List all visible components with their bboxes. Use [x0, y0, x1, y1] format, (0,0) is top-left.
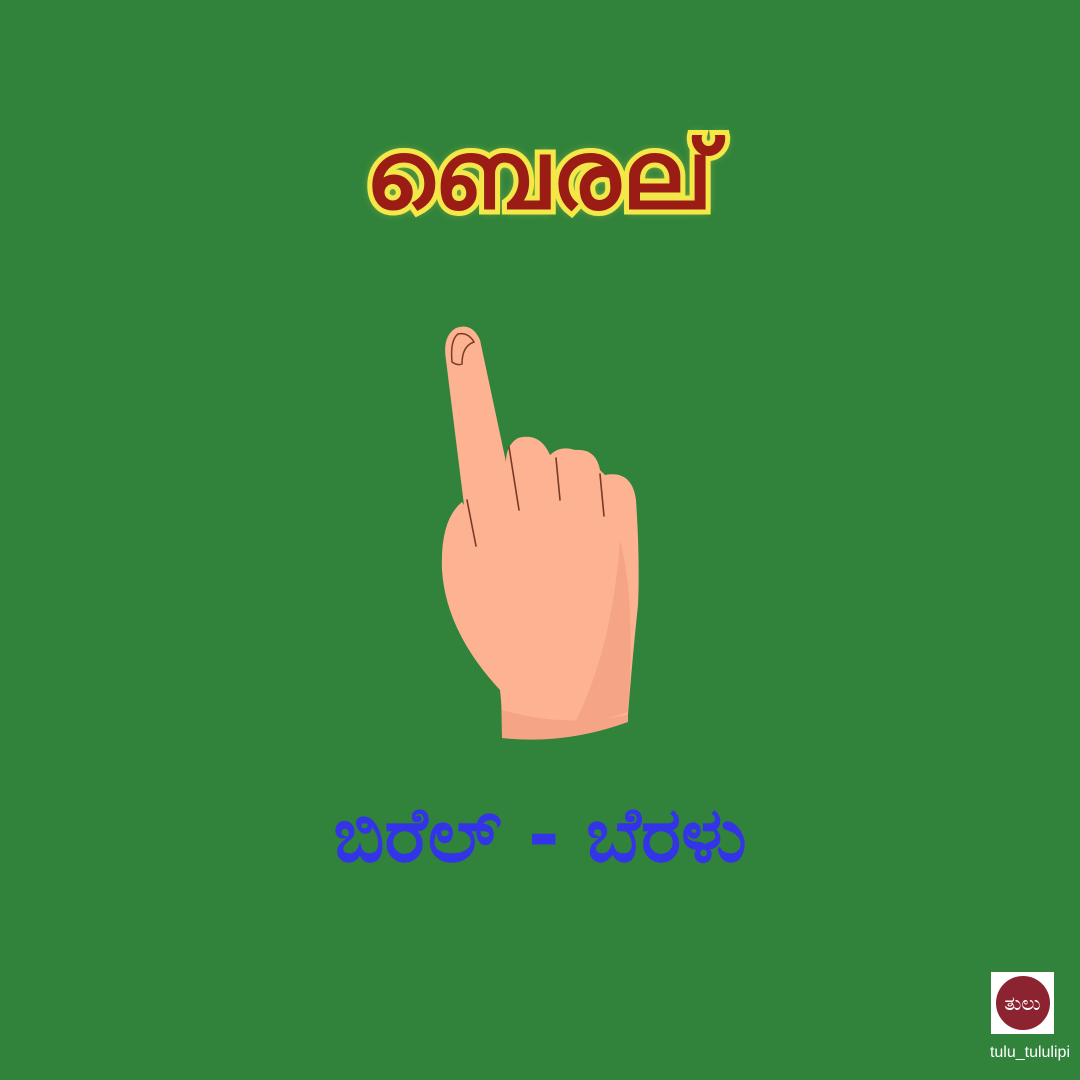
- logo-circle: ತುಲು: [996, 976, 1050, 1030]
- pointing-finger-hand-icon: [420, 310, 660, 750]
- account-handle: tulu_tululipi: [989, 1044, 1070, 1061]
- logo-badge[interactable]: [991, 972, 1054, 1034]
- subtitle-translation: ಬಿರೆಲ್ - ಬೆರಳು: [333, 790, 747, 879]
- title-word: ബെരല്: [365, 119, 715, 231]
